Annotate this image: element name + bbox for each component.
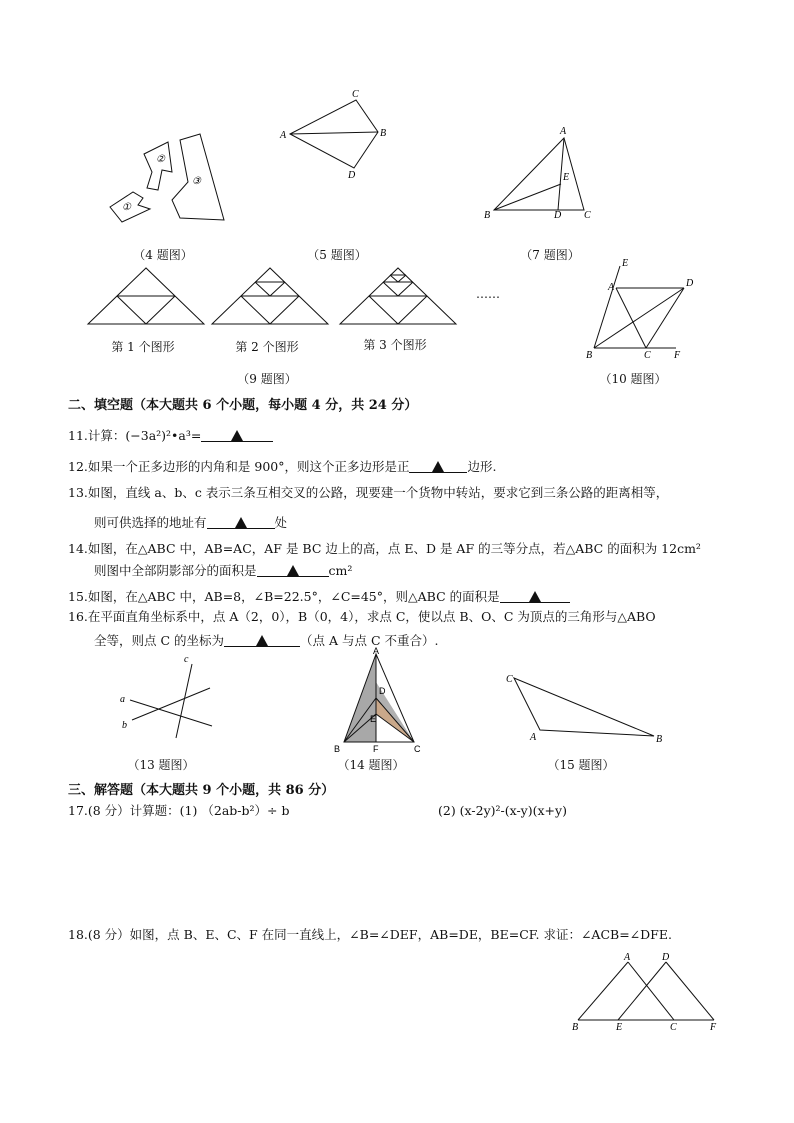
figure-14 bbox=[328, 646, 428, 756]
blank-marker-icon bbox=[432, 461, 444, 472]
q15-answer-blank[interactable] bbox=[500, 589, 570, 603]
figure-5 bbox=[278, 88, 393, 183]
q13-line2-before: 则可供选择的地址有 bbox=[94, 515, 207, 530]
question-18: 18.(8 分）如图，点 B、E、C、F 在同一直线上，∠B=∠DEF，AB=DE，BE=CF. 求证：∠ACB=∠DFE. bbox=[68, 927, 672, 942]
svg-text:A: A bbox=[373, 646, 380, 656]
svg-text:F: F bbox=[373, 744, 379, 754]
figure-7 bbox=[480, 122, 600, 222]
caption-fig5: （5 题图） bbox=[307, 248, 367, 262]
piece-1-label: ① bbox=[122, 202, 131, 213]
svg-text:A: A bbox=[624, 952, 631, 963]
svg-text:b: b bbox=[122, 720, 127, 731]
caption-fig9: （9 题图） bbox=[237, 372, 297, 386]
question-11 bbox=[68, 428, 273, 444]
svg-text:E: E bbox=[563, 172, 570, 183]
question-14 bbox=[68, 541, 701, 557]
svg-text:F: F bbox=[674, 350, 681, 361]
svg-text:A: A bbox=[608, 282, 615, 293]
svg-text:D: D bbox=[379, 686, 386, 696]
fig9-item-3: 第 3 个图形 bbox=[363, 338, 427, 352]
q16-line2-before: 全等，则点 C 的坐标为 bbox=[94, 633, 225, 648]
figure-18 bbox=[566, 948, 726, 1034]
svg-text:D: D bbox=[662, 952, 670, 963]
q14-answer-blank[interactable] bbox=[257, 563, 329, 577]
q11-answer-blank[interactable] bbox=[201, 428, 273, 442]
q14-line2-before: 则图中全部阴影部分的面积是 bbox=[94, 563, 257, 578]
svg-text:C: C bbox=[644, 350, 651, 361]
svg-text:D: D bbox=[554, 210, 562, 221]
q13-text: 如图，直线 a、b、c 表示三条互相交叉的公路，现要建一个货物中转站，要求它到三条公路的距离相等， bbox=[87, 485, 669, 500]
q12-answer-blank[interactable] bbox=[409, 459, 467, 473]
svg-text:B: B bbox=[572, 1022, 579, 1033]
svg-text:B: B bbox=[484, 210, 491, 221]
svg-text:A: A bbox=[560, 126, 567, 137]
blank-marker-icon bbox=[231, 430, 243, 441]
svg-text:C: C bbox=[352, 89, 359, 100]
svg-text:C: C bbox=[414, 744, 421, 754]
question-13-line2 bbox=[94, 515, 287, 531]
q15-num: 15. bbox=[68, 589, 88, 604]
caption-fig13: （13 题图） bbox=[127, 758, 195, 772]
section-2-title: 二、填空题（本大题共 6 个小题，每小题 4 分，共 24 分） bbox=[68, 398, 418, 413]
figure-13 bbox=[112, 650, 222, 745]
q16-answer-blank[interactable] bbox=[224, 633, 300, 647]
fig9-item-1: 第 1 个图形 bbox=[111, 340, 175, 354]
question-16 bbox=[68, 609, 656, 625]
caption-fig10: （10 题图） bbox=[599, 372, 667, 386]
svg-text:c: c bbox=[184, 654, 189, 665]
svg-text:E: E bbox=[622, 258, 629, 269]
svg-text:E: E bbox=[370, 714, 377, 724]
caption-fig7: （7 题图） bbox=[520, 248, 580, 262]
caption-fig14: （14 题图） bbox=[337, 758, 405, 772]
q16-line2-after: （点 A 与点 C 不重合）. bbox=[300, 633, 439, 648]
svg-text:B: B bbox=[380, 128, 387, 139]
svg-text:B: B bbox=[334, 744, 341, 754]
caption-fig4: （4 题图） bbox=[133, 248, 193, 262]
q16-text: 在平面直角坐标系中，点 A（2，0），B（0，4），求点 C，使以点 B、O、C 为顶点的三角形与△ABO bbox=[87, 609, 656, 624]
piece-3-label: ③ bbox=[192, 176, 201, 187]
question-14-line2 bbox=[94, 563, 352, 579]
fig9-item-2: 第 2 个图形 bbox=[235, 340, 299, 354]
figure-10 bbox=[580, 256, 700, 362]
blank-marker-icon bbox=[235, 517, 247, 528]
q13-line2-after: 处 bbox=[274, 515, 288, 530]
svg-text:F: F bbox=[710, 1022, 717, 1033]
q11-text: 计算：(−3a²)²•a³= bbox=[87, 428, 202, 443]
question-13 bbox=[68, 485, 668, 501]
q13-num: 13. bbox=[68, 485, 88, 500]
blank-marker-icon bbox=[529, 591, 541, 602]
fig9-ellipsis: …… bbox=[476, 287, 500, 301]
figure-9 bbox=[86, 264, 466, 328]
blank-marker-icon bbox=[287, 565, 299, 576]
svg-text:A: A bbox=[530, 732, 537, 743]
svg-text:A: A bbox=[280, 130, 287, 141]
svg-text:C: C bbox=[584, 210, 591, 221]
svg-text:D: D bbox=[686, 278, 694, 289]
svg-text:D: D bbox=[348, 170, 356, 181]
q12-after: 边形. bbox=[467, 459, 497, 474]
svg-text:B: B bbox=[656, 734, 663, 745]
q16-num: 16. bbox=[68, 609, 88, 624]
question-15 bbox=[68, 589, 570, 605]
caption-fig15: （15 题图） bbox=[547, 758, 615, 772]
q12-before: 如果一个正多边形的内角和是 900°，则这个正多边形是正 bbox=[87, 459, 410, 474]
svg-text:E: E bbox=[616, 1022, 623, 1033]
question-17: 17.(8 分）计算题：(1) （2ab-b²）÷ b bbox=[68, 803, 290, 818]
section-3-title: 三、解答题（本大题共 9 个小题，共 86 分） bbox=[68, 783, 335, 798]
q14-line2-after: cm² bbox=[328, 563, 353, 578]
q14-num: 14. bbox=[68, 541, 88, 556]
blank-marker-icon bbox=[256, 635, 268, 646]
q15-before: 如图，在△ABC 中，AB=8，∠B=22.5°，∠C=45°，则△ABC 的面积是 bbox=[87, 589, 500, 604]
q13-answer-blank[interactable] bbox=[207, 515, 275, 529]
q11-num: 11. bbox=[68, 428, 88, 443]
question-17-part2: (2) (x-2y)²-(x-y)(x+y) bbox=[438, 803, 567, 818]
q12-num: 12. bbox=[68, 459, 88, 474]
q14-text: 如图，在△ABC 中，AB=AC，AF 是 BC 边上的高，点 E、D 是 AF 的三等分点，若△ABC 的面积为 12cm² bbox=[87, 541, 701, 556]
svg-text:C: C bbox=[670, 1022, 677, 1033]
question-12 bbox=[68, 459, 496, 475]
figure-15 bbox=[500, 668, 670, 746]
svg-text:a: a bbox=[120, 694, 125, 705]
piece-2-label: ② bbox=[156, 154, 165, 165]
svg-text:B: B bbox=[586, 350, 593, 361]
figure-4 bbox=[100, 130, 235, 230]
svg-text:C: C bbox=[506, 674, 513, 685]
